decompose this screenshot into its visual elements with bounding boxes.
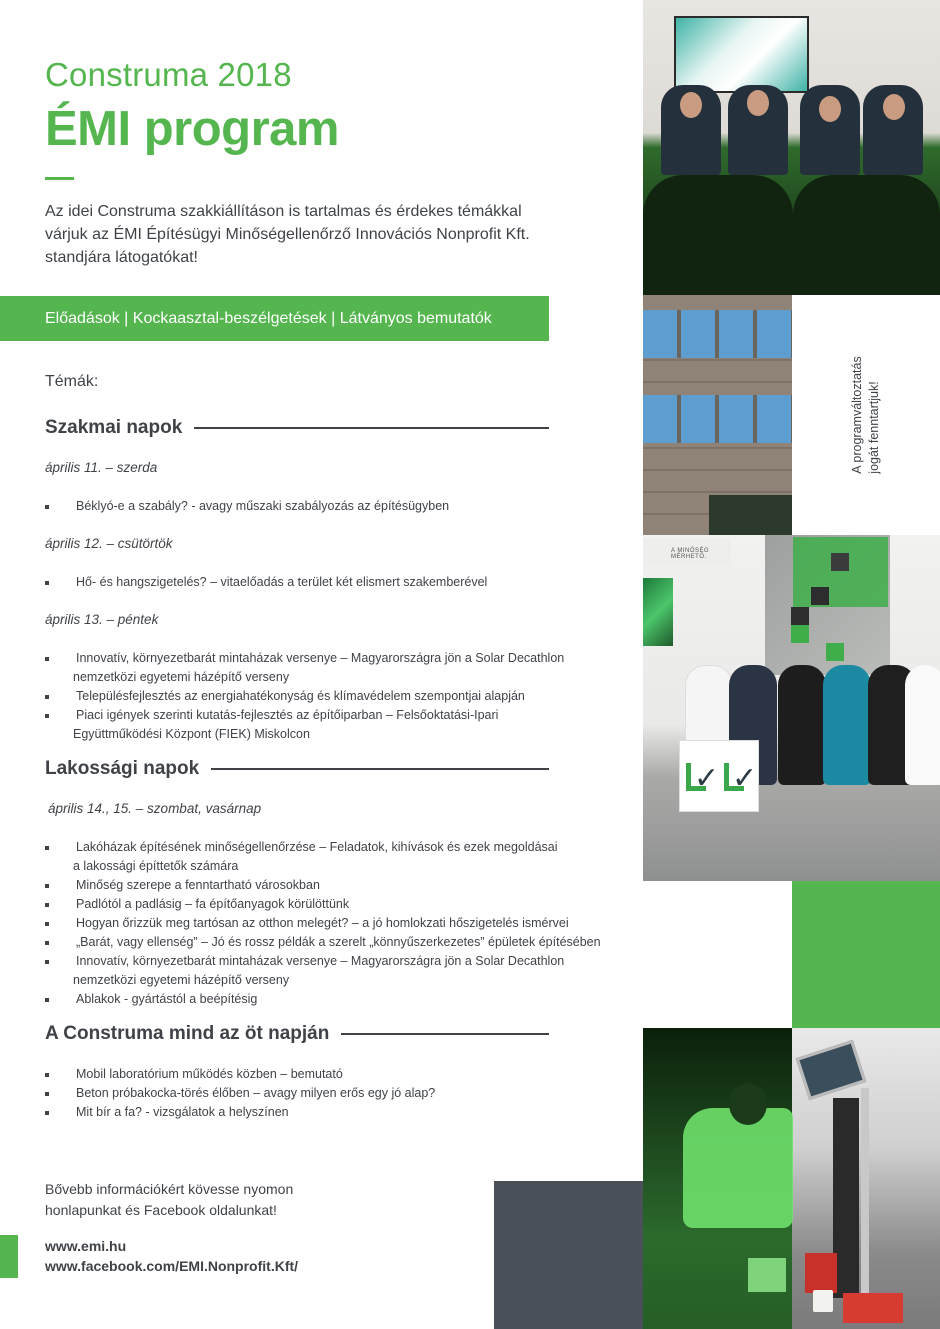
intro-paragraph: Az idei Construma szakkiállításon is tartalmas és érdekes témákkal várjuk az ÉMI Építésügyi Minőségellenőrző Innovációs Nonprofit Kft. standjára látogatókat! (45, 203, 530, 266)
date-label: április 11. – szerda (45, 460, 158, 475)
bullet-icon (45, 846, 49, 850)
title-year: Construma 2018 (45, 56, 292, 93)
section-title: A Construma mind az öt napján (45, 1023, 330, 1044)
list-item: Béklyó-e a szabály? - avagy műszaki szabályozás az építésügyben (45, 497, 625, 516)
checkmark-icon: ✓ (732, 762, 758, 795)
bullet-icon (45, 1073, 49, 1077)
section-rule (194, 427, 549, 429)
bullet-icon (45, 1092, 49, 1096)
booth-sign: A MINŐSÉG MÉRHETŐ. (643, 538, 731, 566)
dark-accent-block (494, 1181, 643, 1329)
date-label: április 12. – csütörtök (45, 536, 173, 551)
date-label: április 13. – péntek (45, 612, 159, 627)
section-title: Lakossági napok (45, 758, 200, 779)
topics-label: Témák: (45, 373, 99, 390)
website-link[interactable]: www.emi.hu (45, 1238, 127, 1254)
list-item: Hogyan őrizzük meg tartósan az otthon melegét? – a jó homlokzati hőszigetelés ismérvei (45, 914, 625, 933)
building-photo (643, 295, 792, 535)
mobile-lab-photo (643, 1028, 940, 1329)
bullet-icon (45, 581, 49, 585)
list-item: Településfejlesztés az energiahatékonyság és klímavédelem szempontjai alapján (45, 687, 625, 706)
list-item: Minőség szerepe a fenntartható városokban (45, 876, 625, 895)
section-heading-all-days (45, 1023, 549, 1045)
list-item: Innovatív, környezetbarát mintaházak versenye – Magyarországra jön a Solar Decathlon nemzetközi egyetemi házépítő verseny (45, 952, 625, 990)
bullet-icon (45, 657, 49, 661)
bullet-icon (45, 505, 49, 509)
program-list (45, 497, 625, 516)
bullet-icon (45, 884, 49, 888)
program-list (45, 1065, 625, 1122)
list-item: Padlótól a padlásig – fa építőanyagok körülöttünk (45, 895, 625, 914)
title-divider (45, 177, 74, 180)
bullet-icon (45, 998, 49, 1002)
list-item: Innovatív, környezetbarát mintaházak versenye – Magyarországra jön a Solar Decathlon nemzetközi egyetemi házépítő verseny (45, 649, 625, 687)
program-list (45, 573, 625, 592)
list-item: Lakóházak építésének minőségellenőrzése – Feladatok, kihívások és ezek megoldásai a lakossági építtetők számára (45, 838, 625, 876)
list-item: „Barát, vagy ellenség” – Jó és rossz példák a szerelt „könnyűszerkezetes” épületek építésében (45, 933, 625, 952)
section-heading-professional-days (45, 417, 549, 439)
program-list (45, 838, 625, 1009)
page-title: ÉMI program (45, 102, 339, 156)
panel-discussion-photo (643, 0, 940, 295)
program-change-notice: A programváltoztatás jogát fenntartjuk! (850, 356, 881, 474)
facebook-link[interactable]: www.facebook.com/EMI.Nonprofit.Kft/ (45, 1258, 299, 1274)
footer-info: Bővebb információkért kövesse nyomon honlapunkat és Facebook oldalunkat! (45, 1181, 294, 1218)
bullet-icon (45, 903, 49, 907)
bullet-icon (45, 922, 49, 926)
date-label: április 14., 15. – szombat, vasárnap (48, 801, 262, 816)
section-rule (341, 1033, 549, 1035)
program-types-banner: Előadások | Kockaasztal-beszélgetések | Látványos bemutatók (0, 296, 549, 341)
list-item: Ablakok - gyártástól a beépítésig (45, 990, 625, 1009)
section-title: Szakmai napok (45, 417, 183, 438)
bullet-icon (45, 695, 49, 699)
green-accent-bar (0, 1235, 18, 1278)
roundtable-photo (643, 535, 940, 881)
bullet-icon (45, 1111, 49, 1115)
green-accent-block (792, 881, 940, 1028)
footer-links (45, 1236, 298, 1276)
list-item: Mit bír a fa? - vizsgálatok a helyszínen (45, 1103, 625, 1122)
list-item: Beton próbakocka-törés élőben – avagy milyen erős egy jó alap? (45, 1084, 625, 1103)
list-item: Piaci igények szerinti kutatás-fejlesztés az építőiparban – Felsőoktatási-Ipari Együttműködési Központ (FIEK) Miskolcon (45, 706, 625, 744)
list-item: Hő- és hangszigetelés? – vitaelőadás a terület két elismert szakemberével (45, 573, 625, 592)
section-rule (211, 768, 549, 770)
checkmark-icon: ✓ (694, 762, 720, 795)
tv-screen (674, 16, 809, 93)
bullet-icon (45, 960, 49, 964)
list-item: Mobil laboratórium működés közben – bemutató (45, 1065, 625, 1084)
bullet-icon (45, 714, 49, 718)
program-list (45, 649, 625, 744)
checkmark-cube (679, 740, 759, 812)
section-heading-public-days (45, 758, 549, 780)
bullet-icon (45, 941, 49, 945)
